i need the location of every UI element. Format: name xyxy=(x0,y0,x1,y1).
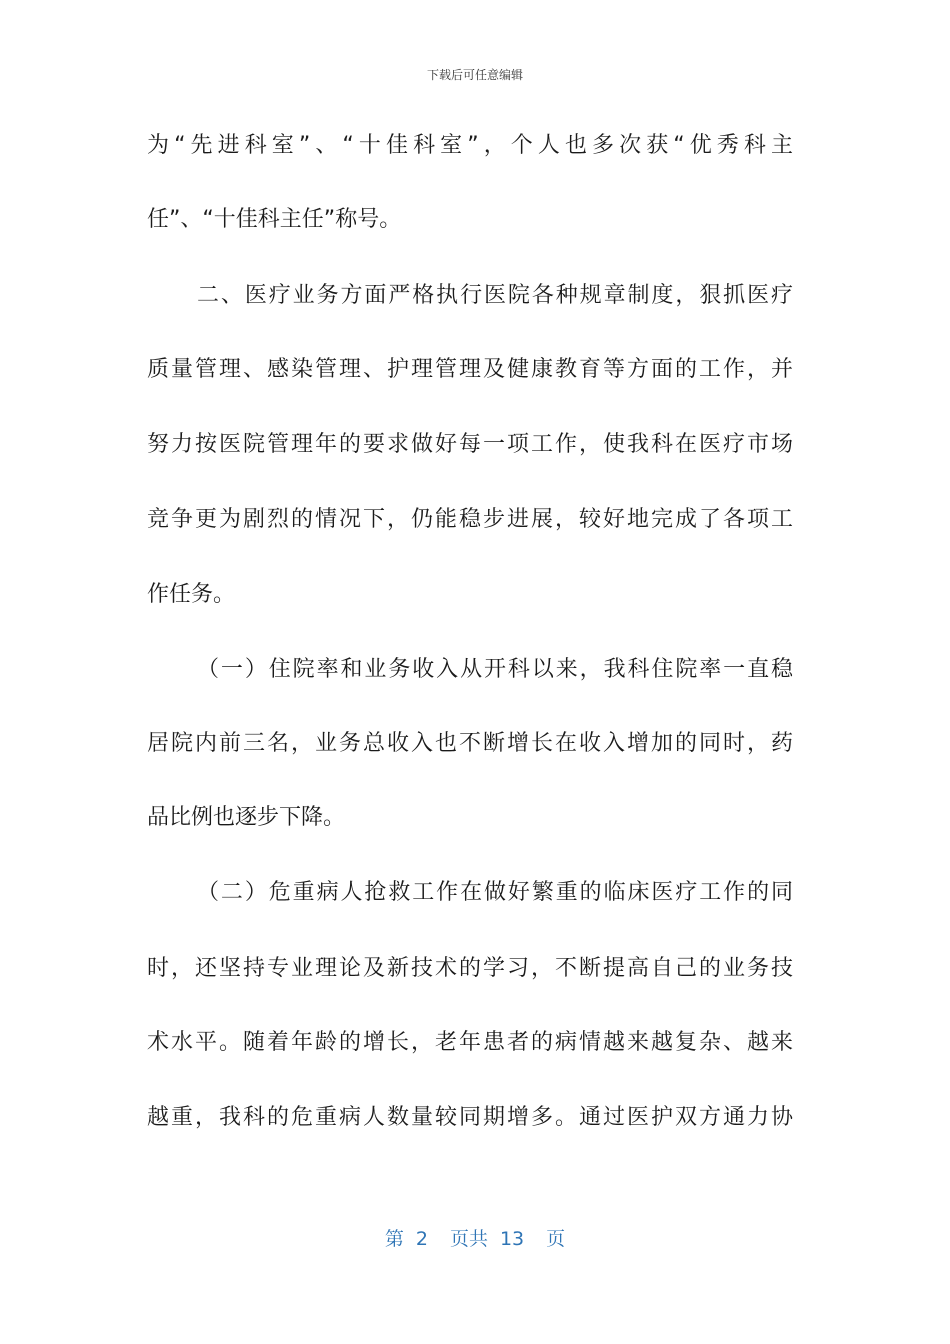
text-line: 质量管理、感染管理、护理管理及健康教育等方面的工作，并 xyxy=(147,357,793,382)
paragraph-first-line: 二、医疗业务方面严格执行医院各种规章制度，狠抓医疗 xyxy=(197,283,793,308)
footer-suffix: 页 xyxy=(546,1228,566,1250)
footer-middle: 页共 xyxy=(449,1228,488,1250)
text-line: 品比例也逐步下降。 xyxy=(147,805,346,830)
current-page-number: 2 xyxy=(415,1228,428,1250)
text-line: 竞争更为剧烈的情况下，仍能稳步进展，较好地完成了各项工 xyxy=(147,507,793,532)
text-line: 作任务。 xyxy=(147,582,236,607)
text-line: 为“先进科室”、“十佳科室”，个人也多次获“优秀科主 xyxy=(147,133,793,158)
footer-prefix: 第 xyxy=(384,1228,404,1250)
text-line: 越重，我科的危重病人数量较同期增多。通过医护双方通力协 xyxy=(147,1105,793,1130)
paragraph-first-line: （二）危重病人抢救工作在做好繁重的临床医疗工作的同 xyxy=(197,880,793,905)
page-footer xyxy=(0,1226,950,1252)
paragraph-first-line: （一）住院率和业务收入从开科以来，我科住院率一直稳 xyxy=(197,657,793,682)
text-line: 居院内前三名，业务总收入也不断增长在收入增加的同时，药 xyxy=(147,731,793,756)
text-line: 术水平。随着年龄的增长，老年患者的病情越来越复杂、越来 xyxy=(147,1030,793,1055)
text-line: 任”、“十佳科主任”称号。 xyxy=(147,207,402,232)
text-line: 时，还坚持专业理论及新技术的学习，不断提高自己的业务技 xyxy=(147,956,793,981)
total-pages-number: 13 xyxy=(499,1228,525,1250)
page-header: 下载后可任意编辑 xyxy=(426,68,523,82)
text-line: 努力按医院管理年的要求做好每一项工作，使我科在医疗市场 xyxy=(147,432,793,457)
